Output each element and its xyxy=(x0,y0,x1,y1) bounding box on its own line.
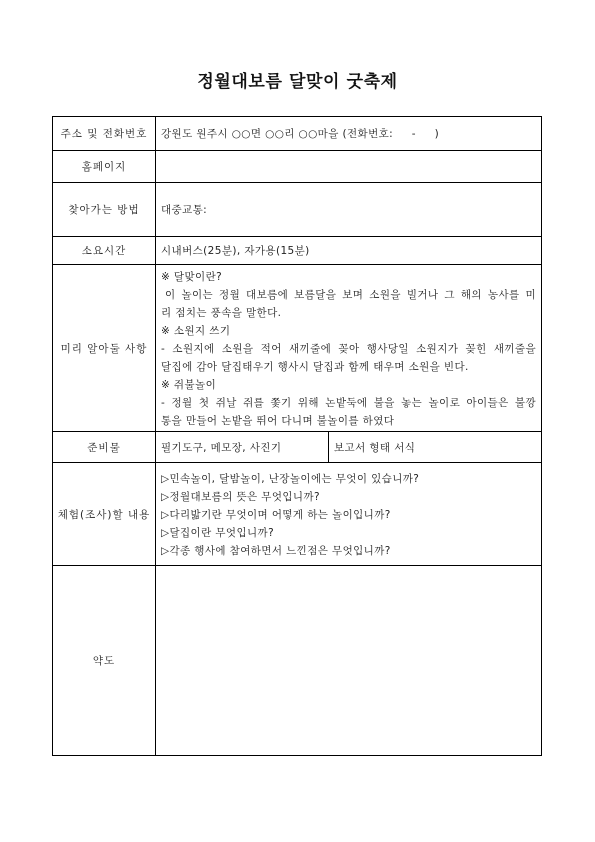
table-row-directions xyxy=(53,183,542,237)
info-table xyxy=(52,116,542,756)
notes-label: 미리 알아둘 사항 xyxy=(53,265,156,432)
table-row-notes xyxy=(53,265,542,432)
activities-line: ▷각종 행사에 참여하면서 느낀점은 무엇입니까? xyxy=(161,545,391,557)
table-row-supplies xyxy=(53,432,542,463)
supplies-label: 준비물 xyxy=(53,432,156,463)
supplies-value: 필기도구, 메모장, 사진기 xyxy=(156,432,329,463)
report-format-value: 보고서 형태 서식 xyxy=(329,432,542,463)
notes-value xyxy=(156,265,542,432)
address-label: 주소 및 전화번호 xyxy=(53,117,156,151)
notes-line: ※ 달맞이란? xyxy=(161,271,223,283)
table-row-duration xyxy=(53,237,542,265)
notes-line: - 소원지에 소원을 적어 새끼줄에 꽂아 행사당일 소원지가 꽂힌 새끼줄을 xyxy=(161,343,537,355)
directions-value: 대중교통: xyxy=(156,183,542,237)
table-row-homepage xyxy=(53,151,542,183)
duration-value: 시내버스(25분), 자가용(15분) xyxy=(156,237,542,265)
map-area xyxy=(156,566,542,756)
notes-line: ※ 쥐불놀이 xyxy=(161,379,217,391)
table-row-address xyxy=(53,117,542,151)
notes-line: 달집에 감아 달집태우기 행사시 달집과 함께 태우며 소원을 빈다. xyxy=(161,361,469,373)
homepage-value xyxy=(156,151,542,183)
duration-label: 소요시간 xyxy=(53,237,156,265)
address-value: 강원도 원주시 ○○면 ○○리 ○○마을 (전화번호: - ) xyxy=(156,117,542,151)
notes-line: 리 점치는 풍속을 말한다. xyxy=(161,307,282,319)
activities-line: ▷달집이란 무엇입니까? xyxy=(161,527,275,539)
activities-line: ▷다리밟기란 무엇이며 어떻게 하는 놀이입니까? xyxy=(161,509,391,521)
notes-line: - 정월 첫 쥐날 쥐를 쫓기 위해 논밭둑에 불을 놓는 놀이로 아이들은 불깡 xyxy=(161,397,537,409)
directions-label: 찾아가는 방법 xyxy=(53,183,156,237)
activities-line: ▷정월대보름의 뜻은 무엇입니까? xyxy=(161,491,320,503)
notes-line: ※ 소원지 쓰기 xyxy=(161,325,231,337)
notes-line: 이 놀이는 정월 대보름에 보름달을 보며 소원을 빌거나 그 해의 농사를 미 xyxy=(165,289,537,301)
activities-line: ▷민속놀이, 달밤놀이, 난장놀이에는 무엇이 있습니까? xyxy=(161,473,420,485)
table-row-activities xyxy=(53,463,542,566)
activities-label: 체험(조사)할 내용 xyxy=(53,463,156,566)
document-title: 정월대보름 달맞이 굿축제 xyxy=(197,72,398,92)
map-label: 약도 xyxy=(53,566,156,756)
homepage-label: 홈페이지 xyxy=(53,151,156,183)
activities-value xyxy=(156,463,542,566)
table-row-map xyxy=(53,566,542,756)
notes-line: 통을 만들어 논밭을 뛰어 다니며 불놀이를 하였다 xyxy=(161,415,395,427)
